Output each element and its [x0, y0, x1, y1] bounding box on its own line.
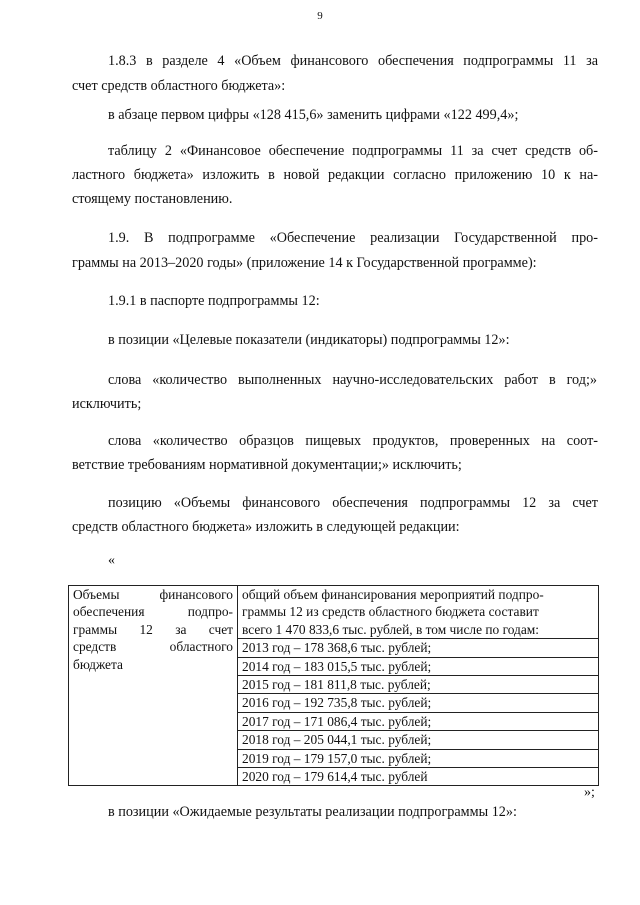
para-6: в позиции «Целевые показатели (индикаторы) подпрограммы 12»:	[108, 332, 510, 348]
page-number: 9	[317, 10, 323, 22]
quote-close: »;	[584, 785, 595, 800]
funding-table-row	[69, 586, 599, 786]
para-8-line-1: слова «количество образцов пищевых продуктов, проверенных на соот-	[108, 433, 598, 449]
year-line: 2017 год – 171 086,4 тыс. рублей;	[238, 712, 598, 730]
para-8-line-2: ветствие требованиям нормативной документации;» исключить;	[72, 457, 462, 473]
year-line: 2013 год – 178 368,6 тыс. рублей;	[238, 638, 598, 656]
intro-line: общий объем финансирования мероприятий подпро-	[242, 587, 544, 602]
label-line: граммы 12 за счет	[73, 621, 233, 637]
intro-line: граммы 12 из средств областного бюджета составит	[242, 604, 539, 620]
year-line: 2016 год – 192 735,8 тыс. рублей;	[238, 693, 598, 711]
para-7-line-1: слова «количество выполненных научно-исследовательских работ в год;»	[108, 372, 597, 388]
year-line: 2014 год – 183 015,5 тыс. рублей;	[238, 657, 598, 675]
year-line: 2015 год – 181 811,8 тыс. рублей;	[238, 675, 598, 693]
para-1-line-1: 1.8.3 в разделе 4 «Объем финансового обеспечения подпрограммы 11 за	[108, 53, 598, 69]
year-line: 2019 год – 179 157,0 тыс. рублей;	[238, 749, 598, 767]
quote-open: «	[108, 553, 115, 568]
intro-line: всего 1 470 833,6 тыс. рублей, в том числе по годам:	[242, 621, 539, 637]
para-4-line-1: 1.9. В подпрограмме «Обеспечение реализации Государственной про-	[108, 230, 598, 246]
funding-table	[68, 585, 599, 786]
label-line: бюджета	[73, 656, 123, 672]
para-9-line-1: позицию «Объемы финансового обеспечения подпрограммы 12 за счет	[108, 495, 598, 511]
funding-value-cell	[238, 586, 599, 786]
para-3-line-3: стоящему постановлению.	[72, 191, 233, 207]
funding-label-cell	[69, 586, 238, 786]
label-line: Объемы финансового	[73, 587, 233, 602]
para-2: в абзаце первом цифры «128 415,6» заменить цифрами «122 499,4»;	[108, 107, 519, 123]
year-line: 2018 год – 205 044,1 тыс. рублей;	[238, 730, 598, 748]
para-5: 1.9.1 в паспорте подпрограммы 12:	[108, 293, 320, 309]
label-line: средств областного	[73, 639, 233, 655]
para-1-line-2: счет средств областного бюджета»:	[72, 78, 286, 94]
para-3-line-1: таблицу 2 «Финансовое обеспечение подпрограммы 11 за счет средств об-	[108, 143, 598, 159]
para-4-line-2: граммы на 2013–2020 годы» (приложение 14 к Государственной программе):	[72, 255, 537, 271]
year-line: 2020 год – 179 614,4 тыс. рублей	[238, 767, 598, 785]
para-9-line-2: средств областного бюджета» изложить в следующей редакции:	[72, 519, 460, 535]
para-10: в позиции «Ожидаемые результаты реализации подпрограммы 12»:	[108, 804, 517, 820]
para-3-line-2: ластного бюджета» изложить в новой редакции согласно приложению 10 к на-	[72, 167, 598, 183]
label-line: обеспечения подпро-	[73, 604, 233, 620]
para-7-line-2: исключить;	[72, 396, 142, 412]
